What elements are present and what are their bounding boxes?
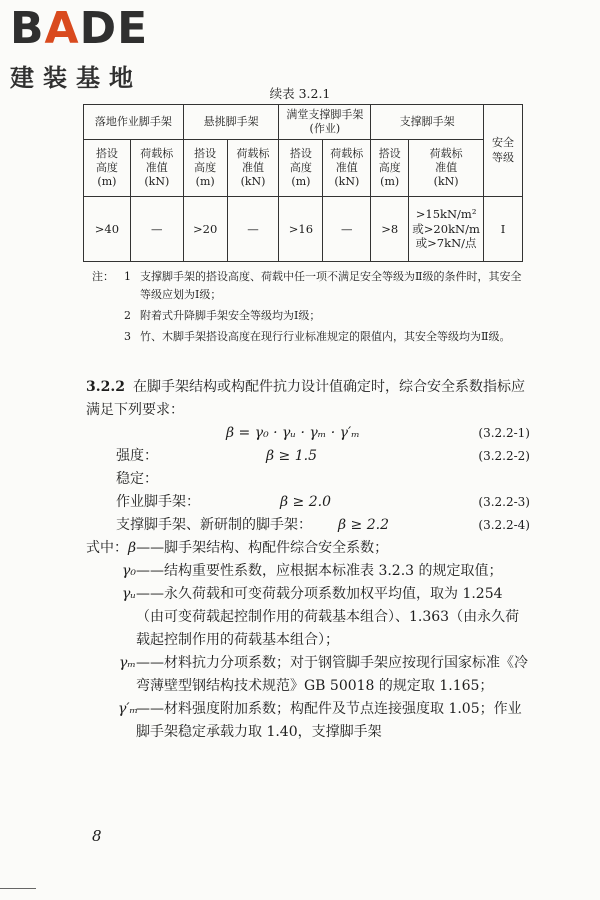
notes-label: 注： xyxy=(92,270,114,283)
table-cell: — xyxy=(130,197,183,262)
brand-logo xyxy=(10,3,149,93)
note-item: 2 附着式升降脚手架安全等级均为Ⅰ级； xyxy=(124,309,321,322)
equation: 强度： β ≥ 1.5 (3.2.2-2) xyxy=(116,448,530,464)
group-header: 落地作业脚手架 xyxy=(84,105,184,140)
table-cell: >8 xyxy=(371,197,409,262)
table-cell: >16 xyxy=(279,197,323,262)
note-item: 注： 1 支撑脚手架的搭设高度、荷载中任一项不满足安全等级为Ⅱ级的条件时，其安全等级应划为Ⅰ级； xyxy=(92,268,530,304)
definition-item: γ′ₘ ——材料强度附加系数；构配件及节点连接强度取 1.05；作业脚手架稳定承载力取 1.40，支撑脚手架 xyxy=(118,701,522,740)
logo-wordmark: BADE xyxy=(10,3,149,54)
table-cell: >20 xyxy=(183,197,227,262)
sub-header: 荷载标 准值 (kN) xyxy=(130,140,183,197)
group-header: 支撑脚手架 xyxy=(371,105,484,140)
definition-item: γ₀ ——结构重要性系数，应根据本标准表 3.2.3 的规定取值； xyxy=(122,563,503,579)
equation: β = γ₀ · γᵤ · γₘ · γ′ₘ (3.2.2-1) xyxy=(226,425,530,441)
table-cell: >15kN/m² 或>20kN/m 或>7kN/点 xyxy=(409,197,484,262)
equation: 稳定： xyxy=(116,471,158,487)
table-header-row xyxy=(84,105,523,140)
safety-grade-table xyxy=(83,104,523,262)
equation: 支撑脚手架、新研制的脚手架： β ≥ 2.2 (3.2.2-4) xyxy=(116,517,530,533)
table-notes xyxy=(92,268,530,349)
table-caption: 续表 3.2.1 xyxy=(269,86,331,101)
sub-header: 搭设 高度 (m) xyxy=(279,140,323,197)
definition-item: γₘ ——材料抗力分项系数；对于钢管脚手架应按现行国家标准《冷弯薄壁型钢结构技术规范》GB 50018 的规定取 1.165； xyxy=(119,655,528,694)
group-header: 满堂支撑脚手架 (作业) xyxy=(279,105,371,140)
scan-edge-mark xyxy=(0,888,36,889)
group-header: 安全 等级 xyxy=(484,105,523,197)
page-number: 8 xyxy=(92,827,102,845)
sub-header: 搭设 高度 (m) xyxy=(84,140,131,197)
sub-header: 搭设 高度 (m) xyxy=(371,140,409,197)
sub-header: 荷载标 准值 (kN) xyxy=(409,140,484,197)
table-row xyxy=(84,197,523,262)
definition-item: γᵤ ——永久荷载和可变荷载分项系数加权平均值，取为 1.254（由可变荷载起控制作用的荷载基本组合）、1.363（由永久荷载起控制作用的荷载基本组合）； xyxy=(122,586,520,648)
table-cell: Ⅰ xyxy=(484,197,523,262)
clause-intro: 3.2.2 在脚手架结构或构配件抗力设计值确定时，综合安全系数指标应满足下列要求： xyxy=(86,379,525,418)
definition-item: 式中： β ——脚手架结构、构配件综合安全系数； xyxy=(86,540,389,556)
table-subheader-row xyxy=(84,140,523,197)
sub-header: 搭设 高度 (m) xyxy=(183,140,227,197)
group-header: 悬挑脚手架 xyxy=(183,105,279,140)
table-cell: >40 xyxy=(84,197,131,262)
note-item: 3 竹、木脚手架搭设高度在现行行业标准规定的限值内，其安全等级均为Ⅱ级。 xyxy=(124,330,511,343)
table-cell: — xyxy=(323,197,371,262)
sub-header: 荷载标 准值 (kN) xyxy=(227,140,279,197)
sub-header: 荷载标 准值 (kN) xyxy=(323,140,371,197)
equation: 作业脚手架： β ≥ 2.0 (3.2.2-3) xyxy=(116,494,530,510)
logo-subtitle: 建装基地 xyxy=(10,64,142,92)
clause-body xyxy=(86,376,530,744)
clause-number: 3.2.2 xyxy=(86,379,125,395)
table-cell: — xyxy=(227,197,279,262)
